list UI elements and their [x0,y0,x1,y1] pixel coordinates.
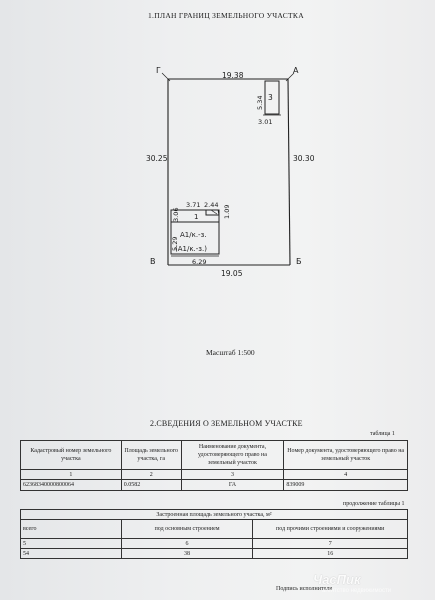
corner-label-v: В [150,257,156,266]
dim-building1-bottom: 6.29 [192,258,207,266]
dim-building3-width: 3.01 [258,118,273,126]
building-3-number: 3 [268,93,273,102]
column-number: 5 [21,539,122,549]
table1-label: таблица 1 [370,431,395,437]
column-number: 7 [253,539,408,549]
main-building-area-value: 38 [121,549,253,559]
building-1-label: А1/к.-з. [180,231,207,239]
agency-watermark-subtitle: агентство недвижимости [322,588,392,594]
dim-bottom: 19.05 [221,269,243,278]
table2-label: продолжение таблицы 1 [343,501,405,507]
dim-building3-height: 5.34 [256,95,264,110]
area-value: 0.0582 [121,480,181,491]
plan-scale: Масштаб 1:500 [206,348,255,357]
dim-building1-left-upper: 3.06 [172,207,180,222]
built-area-title: Застроенная площадь земельного участка, м² [21,510,408,520]
building-1-label-parenthesized: (А1/к.-з.) [175,245,207,253]
corner-label-g: Г [156,66,161,75]
corner-label-b: Б [296,257,302,266]
dim-left: 30.25 [146,154,168,163]
header-other-buildings: под прочими строениями и сооружениями [253,520,408,539]
dim-building1-right: 1.09 [223,204,231,219]
building-1-number: 1 [194,213,199,221]
header-document-name: Наименование документа, удостоверяющего право на земельный участок [181,441,284,470]
column-number: 3 [181,470,284,480]
other-buildings-area-value: 16 [253,549,408,559]
column-number: 2 [121,470,181,480]
total-area-value: 54 [21,549,122,559]
header-area: Площадь земельного участка, га [121,441,181,470]
column-number: 1 [21,470,122,480]
column-number: 4 [284,470,408,480]
header-main-building: под основным строением [121,520,253,539]
header-total: всего [21,520,122,539]
dim-building1-left-lower: 5.29 [171,236,179,251]
corner-label-a: А [293,66,299,75]
header-document-number: Номер документа, удостоверяющего право на земельный участок [284,441,408,470]
cadastral-number-value: 62368340000800064 [21,480,122,491]
built-area-table [20,509,408,559]
agency-watermark: ЧасПик [313,572,361,587]
section2-title: 2.СВЕДЕНИЯ О ЗЕМЕЛЬНОМ УЧАСТКЕ [150,419,303,428]
dim-building1-top: 3.71 [186,201,201,209]
building-3 [256,81,281,126]
plan-title: 1.ПЛАН ГРАНИЦ ЗЕМЕЛЬНОГО УЧАСТКА [148,11,304,20]
dim-building1-top-ext: 2.44 [204,201,219,209]
executor-signature-label: Подпись исполнителя [276,586,332,592]
dim-right: 30.30 [293,154,315,163]
land-plot-info-table [20,440,408,491]
header-cadastral-number: Кадастровый номер земельного участка [21,441,122,470]
column-number: 6 [121,539,253,549]
dim-top: 19.38 [222,71,244,80]
document-name-value: ГА [181,480,284,491]
document-number-value: 839009 [284,480,408,491]
